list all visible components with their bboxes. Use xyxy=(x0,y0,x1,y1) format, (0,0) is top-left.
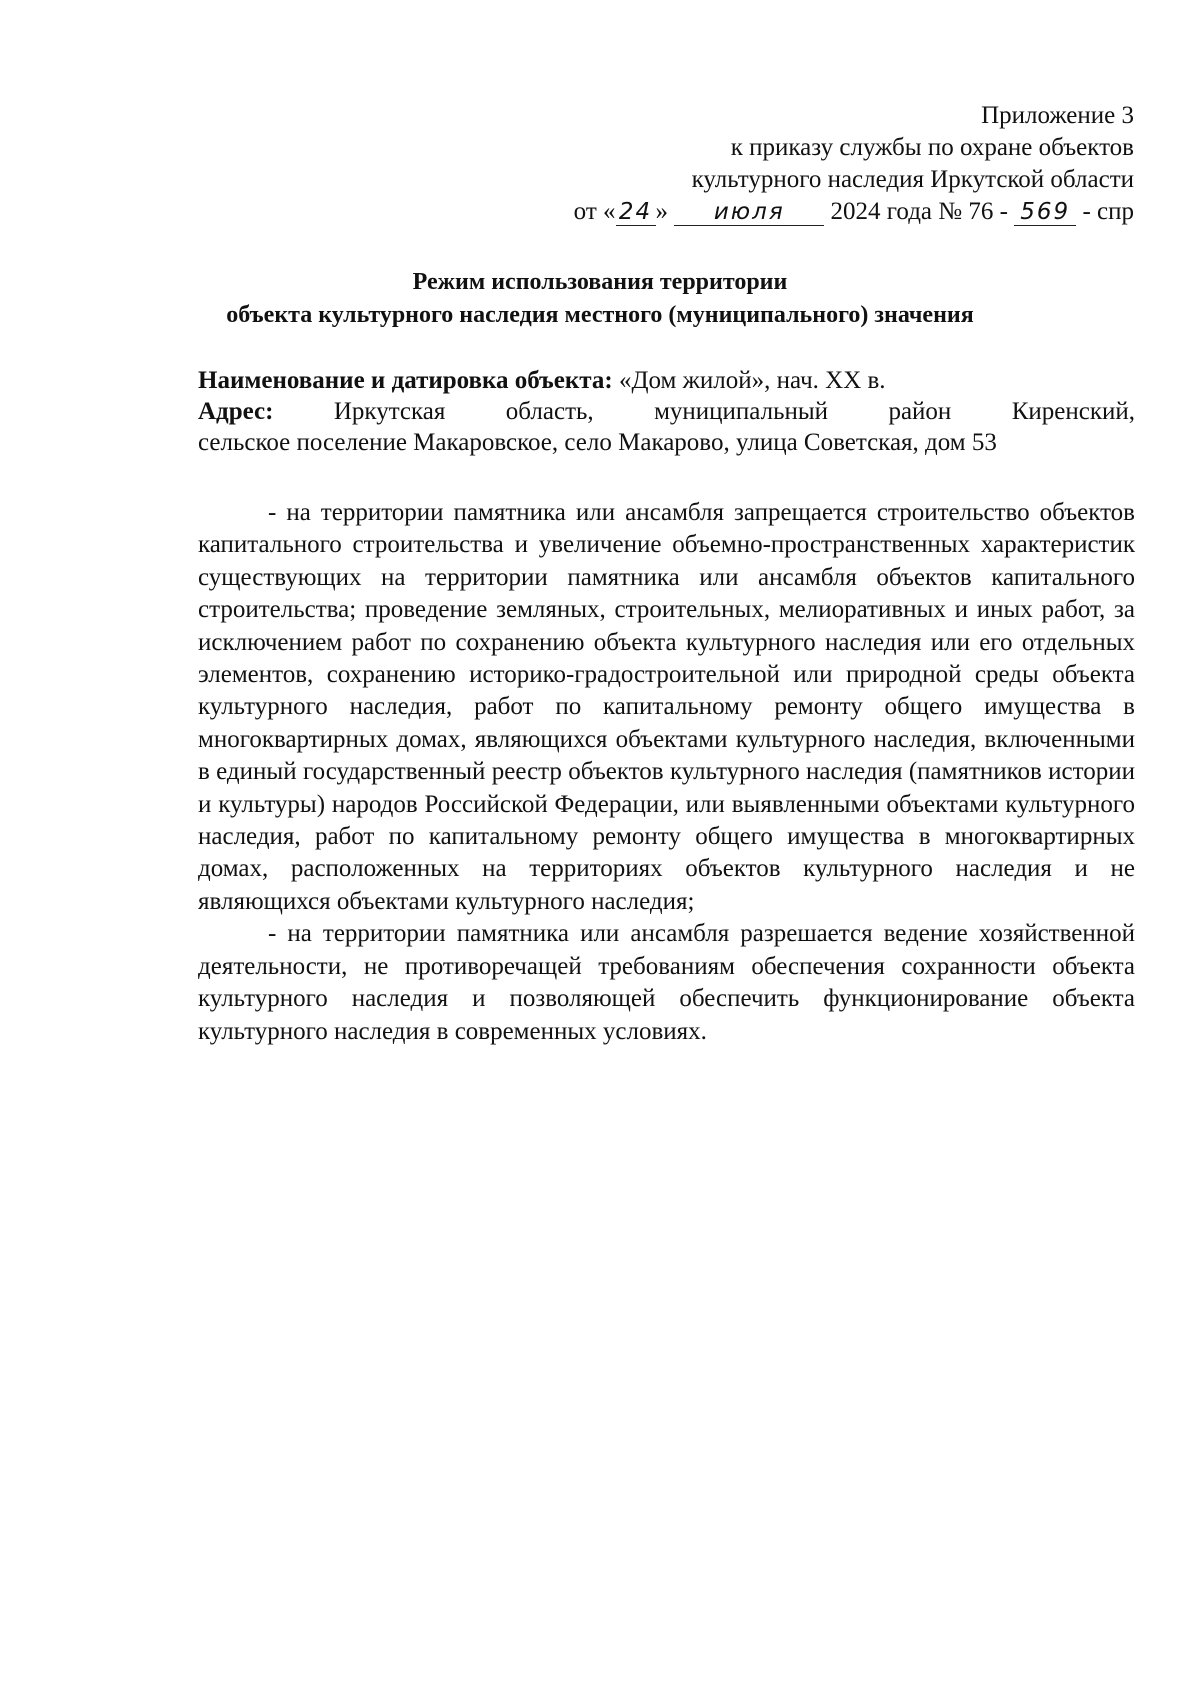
object-name-label: Наименование и датировка объекта: xyxy=(198,367,613,394)
object-name-value: «Дом жилой», нач. XX в. xyxy=(618,367,886,394)
order-reference-line-1: к приказу службы по охране объектов xyxy=(730,134,1134,161)
order-suffix: - спр xyxy=(1082,198,1134,225)
address-value-line-2: сельское поселение Макаровское, село Макарово, улица Советская, дом 53 xyxy=(198,429,997,456)
title-line-2: объекта культурного наследия местного (муниципального) значения xyxy=(226,302,974,328)
order-date-line xyxy=(574,196,1134,228)
document-title xyxy=(0,266,1200,332)
title-line-1: Режим использования территории xyxy=(412,269,788,295)
handwritten-day: 24 xyxy=(616,199,656,226)
date-prefix: от « xyxy=(573,198,616,225)
paragraph-prohibitions: - на территории памятника или ансамбля запрещается строительство объектов капитального строительства и увеличение объемно-пространственных характеристик существующих на территории памятника или ансамбля объектов капитального строительства; проведение земляных, строительных, мелиоративных и иных работ, за исключением работ по сохранению объекта культурного наследия или его отдельных элементов, сохранению историко-градостроительной или природной среды объекта культурного наследия, работ по капитальному ремонту общего имущества в многоквартирных домах, являющихся объектами культурного наследия, включенными в единый государственный реестр объектов культурного наследия (памятников истории и культуры) народов Российской Федерации, или выявленными объектами культурного наследия, работ по капитальному ремонту общего имущества в многоквартирных домах, расположенных на территориях объектов культурного наследия и не являющихся объектами культурного наследия; xyxy=(198,499,1135,915)
paragraph-permissions: - на территории памятника или ансамбля разрешается ведение хозяйственной деятельности, не противоречащей требованиям обеспечения сохранности объекта культурного наследия и позволяющей обеспечить функционирование объекта культурного наследия в современных условиях. xyxy=(198,920,1135,1045)
appendix-label: Приложение 3 xyxy=(981,102,1134,129)
object-name-row xyxy=(198,365,1135,396)
address-row xyxy=(198,396,1135,427)
order-reference-line-2: культурного наследия Иркутской области xyxy=(691,166,1134,193)
handwritten-order-number: 569 xyxy=(1014,199,1076,226)
document-body xyxy=(198,497,1135,1048)
address-label: Адрес: xyxy=(198,398,274,425)
object-info xyxy=(198,365,1135,458)
appendix-header xyxy=(574,100,1134,228)
address-value-line-1: Иркутская область, муниципальный район Киренский, xyxy=(333,398,1135,425)
date-day-close: » xyxy=(655,198,669,225)
date-year-and-number-prefix: 2024 года № 76 - xyxy=(830,198,1008,225)
handwritten-month: июля xyxy=(674,199,824,226)
